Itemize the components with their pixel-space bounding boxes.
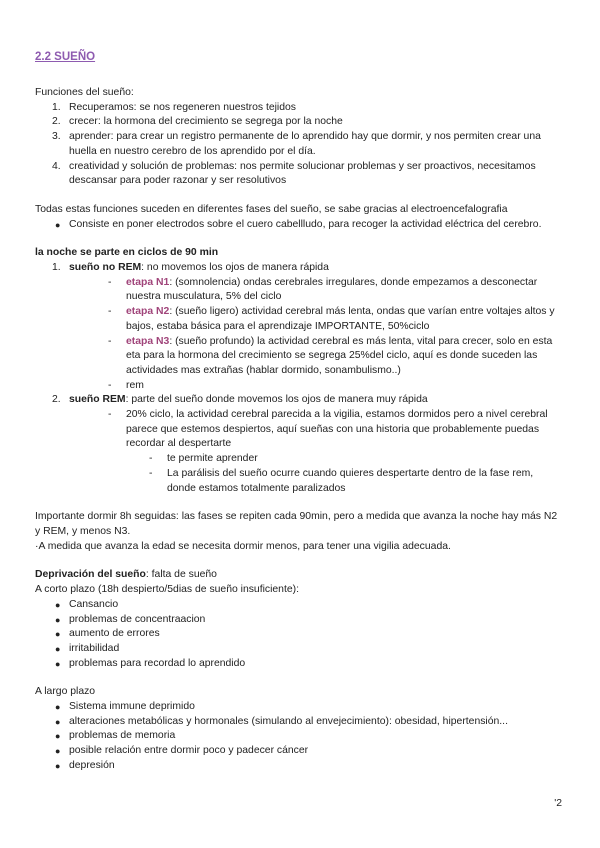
rem-sub-list bbox=[149, 452, 563, 496]
page-number: '2 bbox=[554, 798, 562, 809]
stage-text: : (sueño ligero) actividad cerebral más lenta, ondas que varían entre voltajes altos y bajos, estaba básica para el aprendizaje IMPORTANTE, 50%ciclo bbox=[126, 306, 555, 332]
list-item-text: Consiste en poner electrodos sobre el cuero cabellludo, para recoger la actividad eléctrica del cerebro. bbox=[69, 218, 542, 230]
bullet-icon: ● bbox=[55, 746, 61, 757]
list-item-text: posible relación entre dormir poco y padecer cáncer bbox=[69, 745, 309, 757]
list-item-text: creatividad y solución de problemas: nos permite solucionar problemas y ser proactivos, necesitamos descansar para poder razonar y ser resolutivos bbox=[69, 160, 536, 187]
list-item bbox=[35, 759, 563, 774]
stage-label: etapa N3 bbox=[126, 335, 170, 347]
importante-line1: Importante dormir 8h seguidas: las fases se repiten cada 90min, pero a medida que avanza la noche hay más N2 y REM, y menos N3. bbox=[35, 511, 558, 537]
list-item bbox=[35, 715, 563, 730]
list-item bbox=[35, 642, 563, 657]
stage-label: etapa N1 bbox=[126, 276, 170, 288]
list-item bbox=[35, 613, 563, 628]
bullet-icon: ● bbox=[55, 658, 61, 669]
list-item-text: crecer: la hormona del crecimiento se segrega por la noche bbox=[69, 116, 343, 128]
list-item-rem bbox=[35, 393, 563, 496]
bullet-icon: ● bbox=[55, 702, 61, 713]
rem-detail-item bbox=[108, 408, 563, 496]
list-number: 4. bbox=[52, 160, 61, 172]
list-item-text: Recuperamos: se nos regeneren nuestros tejidos bbox=[69, 101, 296, 113]
eeg-list bbox=[35, 218, 563, 233]
ciclos-list bbox=[35, 261, 563, 496]
list-item bbox=[35, 627, 563, 642]
funciones-list bbox=[35, 101, 563, 189]
dash-icon: - bbox=[108, 276, 112, 288]
list-item-text: Cansancio bbox=[69, 598, 119, 610]
rem-detail-list bbox=[108, 408, 563, 496]
list-number: 2. bbox=[52, 394, 61, 406]
list-number: 2. bbox=[52, 116, 61, 128]
list-item-text: irritabilidad bbox=[69, 642, 120, 654]
rem-sub-item bbox=[149, 467, 563, 496]
bullet-icon: ● bbox=[55, 599, 61, 610]
list-item bbox=[35, 115, 563, 130]
dash-icon: - bbox=[108, 306, 112, 318]
dash-icon: - bbox=[108, 335, 112, 347]
dash-icon: - bbox=[108, 409, 112, 421]
list-item bbox=[35, 700, 563, 715]
list-item bbox=[35, 598, 563, 613]
list-number: 1. bbox=[52, 101, 61, 113]
list-item bbox=[35, 744, 563, 759]
list-item bbox=[35, 218, 563, 233]
funciones-heading: Funciones del sueño: bbox=[35, 87, 134, 98]
rem-detail-text: 20% ciclo, la actividad cerebral parecida a la vigilia, estamos dormidos pero a nivel cerebral parece que estemos despiertos, aquí sueñas con una historia que probablemente puedas recordar al despertarte bbox=[126, 409, 548, 450]
dash-icon: - bbox=[149, 453, 153, 465]
rem-sub-text: La parálisis del sueño ocurre cuando quieres despertarte dentro de la fase rem, donde estamos totalmente paralizados bbox=[167, 467, 534, 494]
corto-plazo-heading: A corto plazo (18h despierto/5dias de sueño insuficiente): bbox=[35, 584, 299, 596]
ciclos-heading: la noche se parte en ciclos de 90 min bbox=[35, 247, 219, 259]
largo-plazo-heading: A largo plazo bbox=[35, 686, 96, 698]
list-item bbox=[35, 657, 563, 672]
bullet-icon: ● bbox=[55, 219, 61, 230]
section-title: 2.2 SUEÑO bbox=[35, 51, 96, 63]
stage-text: rem bbox=[126, 379, 144, 391]
list-item-text: Sistema immune deprimido bbox=[69, 701, 195, 713]
list-item bbox=[35, 130, 563, 159]
bullet-icon: ● bbox=[55, 731, 61, 742]
list-item-text: alteraciones metabólicas y hormonales (simulando al envejecimiento): obesidad, hipertensión... bbox=[69, 715, 508, 727]
stage-item bbox=[108, 379, 563, 394]
stage-text: : (somnolencia) ondas cerebrales irregulares, donde empezamos a desconectar nuestra musculatura, 5% del ciclo bbox=[126, 276, 538, 303]
stage-text: : (sueño profundo) la actividad cerebral es más lenta, vital para crecer, solo en esta eta para la hormona del crecimiento se segrega 25%del ciclo, aquí es donde suceden las actividades mas extrañas (hablar dormido, sonambulismo..) bbox=[126, 335, 553, 376]
rem-term: sueño REM bbox=[69, 394, 126, 406]
list-item-text: problemas de concentraacion bbox=[69, 613, 206, 625]
list-item-text: problemas de memoria bbox=[69, 730, 176, 742]
document-content bbox=[35, 50, 563, 774]
no-rem-term: sueño no REM bbox=[69, 262, 142, 274]
rem-sub-item bbox=[149, 452, 563, 467]
largo-plazo-list bbox=[35, 700, 563, 774]
list-item bbox=[35, 160, 563, 189]
list-item-text: depresión bbox=[69, 759, 115, 771]
eeg-intro: Todas estas funciones suceden en diferentes fases del sueño, se sabe gracias al electroencefalografia bbox=[35, 203, 508, 215]
stage-item bbox=[108, 276, 563, 305]
stage-label: etapa N2 bbox=[126, 306, 170, 318]
list-item-text: aprender: para crear un registro permanente de lo aprendido hay que dormir, y nos permiten crear una huella en nuestro cerebro de los aprendido por el día. bbox=[69, 131, 541, 157]
no-rem-desc: : no movemos los ojos de manera rápida bbox=[141, 262, 329, 274]
deprivacion-heading bbox=[35, 568, 563, 583]
rem-desc: : parte del sueño donde movemos los ojos de manera muy rápida bbox=[125, 394, 428, 406]
stage-item bbox=[108, 335, 563, 379]
corto-plazo-list bbox=[35, 598, 563, 672]
list-item-text: aumento de errores bbox=[69, 628, 160, 640]
stage-item bbox=[108, 305, 563, 334]
dash-icon: - bbox=[149, 467, 153, 479]
bullet-icon: ● bbox=[55, 643, 61, 654]
list-item bbox=[35, 101, 563, 116]
rem-sub-text: te permite aprender bbox=[167, 453, 258, 465]
list-item-text: problemas para recordad lo aprendido bbox=[69, 657, 246, 669]
list-item-no-rem bbox=[35, 261, 563, 393]
bullet-icon: ● bbox=[55, 629, 61, 640]
list-item bbox=[35, 729, 563, 744]
bullet-icon: ● bbox=[55, 760, 61, 771]
importante-line2: ·A medida que avanza la edad se necesita dormir menos, para tener una vigilia adecuada. bbox=[35, 540, 451, 552]
list-number: 3. bbox=[52, 131, 61, 143]
bullet-icon: ● bbox=[55, 614, 61, 625]
deprivacion-desc: : falta de sueño bbox=[145, 569, 217, 581]
deprivacion-term: Deprivación del sueño bbox=[35, 569, 146, 581]
list-number: 1. bbox=[52, 262, 61, 274]
stages-list bbox=[108, 276, 563, 394]
bullet-icon: ● bbox=[55, 716, 61, 727]
dash-icon: - bbox=[108, 379, 112, 391]
